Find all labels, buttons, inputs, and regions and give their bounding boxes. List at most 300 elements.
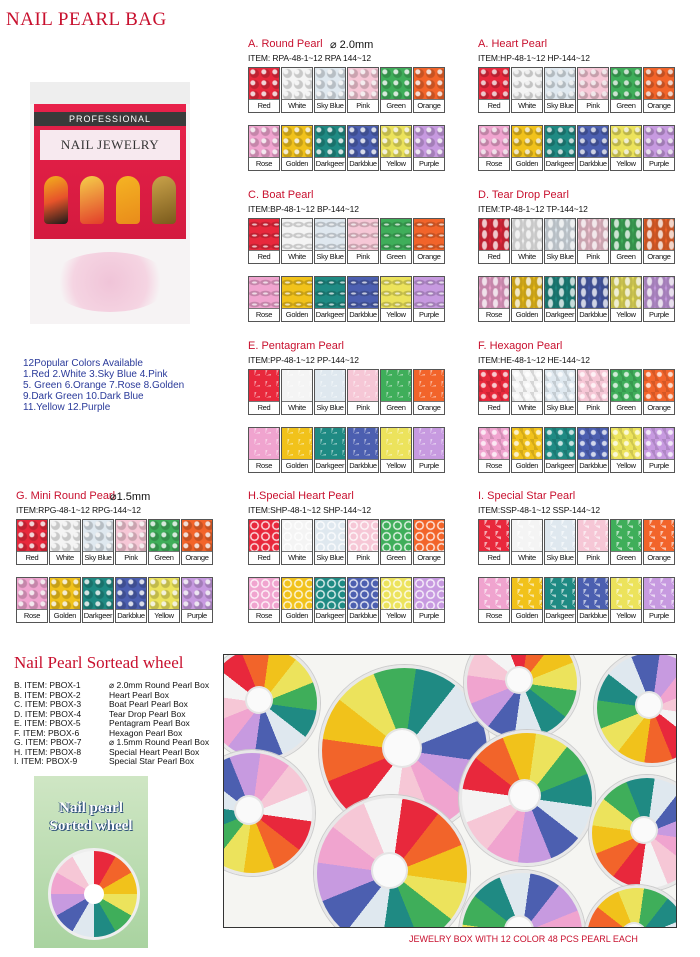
swatch-label: Rose	[249, 459, 279, 472]
swatch-label: Red	[17, 551, 47, 564]
color-swatch	[577, 369, 609, 415]
swatch-label: Golden	[512, 308, 542, 321]
swatch-image	[512, 520, 542, 554]
swatch-row	[248, 218, 446, 264]
swatch-image	[282, 520, 312, 554]
section-title: D. Tear Drop Pearl	[478, 189, 569, 201]
swatch-row	[248, 276, 446, 322]
color-swatch	[544, 427, 576, 473]
swatch-image	[315, 578, 345, 612]
section-item-codes: ITEM:HE-48-1~12 HE-144~12	[478, 355, 590, 365]
pearl-wheel	[459, 730, 595, 866]
swatch-label: Yellow	[381, 609, 411, 622]
color-swatch	[544, 67, 576, 113]
color-swatch	[413, 218, 445, 264]
swatch-image	[348, 277, 378, 311]
color-swatch	[281, 276, 313, 322]
photo-caption: JEWELRY BOX WITH 12 COLOR 48 PCS PEARL EACH	[409, 934, 638, 944]
swatch-label: Orange	[644, 99, 674, 112]
color-swatch	[380, 519, 412, 565]
swatch-image	[512, 68, 542, 102]
swatch-row	[478, 369, 676, 415]
color-swatch	[248, 369, 280, 415]
swatch-image	[381, 126, 411, 160]
swatch-label: Sky Blue	[546, 553, 574, 562]
pbox-desc: ⌀ 2.0mm Round Pearl Box	[109, 680, 210, 690]
swatch-label: Orange	[644, 401, 674, 414]
swatch-label: Sky Blue	[546, 403, 574, 412]
swatch-image	[348, 578, 378, 612]
swatch-image	[479, 126, 509, 160]
swatch-label: Darkblue	[579, 159, 607, 168]
color-swatch	[577, 125, 609, 171]
wheel-hub	[384, 730, 420, 766]
swatch-image	[644, 277, 674, 311]
swatch-label: Darkblue	[349, 611, 377, 620]
color-swatch	[181, 577, 213, 623]
sorted-wheel-package	[34, 776, 148, 948]
swatch-label: Golden	[512, 459, 542, 472]
color-swatch	[314, 125, 346, 171]
pbox-code: H. ITEM: PBOX-8	[14, 746, 82, 757]
swatch-label: Red	[479, 401, 509, 414]
color-swatch	[643, 577, 675, 623]
swatch-label: Purple	[644, 308, 674, 321]
swatch-label: Purple	[414, 308, 444, 321]
section-size: ⌀ 2.0mm	[330, 39, 374, 51]
section-title: A. Round Pearl	[248, 38, 323, 50]
pbox-item	[14, 747, 199, 757]
color-swatch	[281, 218, 313, 264]
swatch-image	[282, 370, 312, 404]
color-swatch	[380, 276, 412, 322]
wheel-hub	[510, 781, 539, 810]
color-swatch	[544, 577, 576, 623]
swatch-label: Darkgeer	[545, 159, 575, 168]
package-band: PROFESSIONAL	[34, 112, 186, 126]
color-swatch	[643, 125, 675, 171]
swatch-image	[512, 428, 542, 462]
pbox-item	[14, 728, 182, 738]
swatch-image	[50, 578, 80, 612]
swatch-image	[282, 277, 312, 311]
swatch-label: Darkblue	[117, 611, 145, 620]
color-swatch	[610, 427, 642, 473]
swatch-label: Green	[611, 551, 641, 564]
swatch-label: Purple	[414, 459, 444, 472]
color-swatch	[347, 519, 379, 565]
color-swatch	[577, 276, 609, 322]
pbox-item	[14, 680, 209, 690]
swatch-label: Red	[249, 551, 279, 564]
swatch-label: Yellow	[381, 459, 411, 472]
color-swatch	[413, 369, 445, 415]
swatch-image	[578, 370, 608, 404]
swatch-row	[478, 67, 676, 113]
swatch-image	[611, 428, 641, 462]
swatch-label: Orange	[644, 551, 674, 564]
swatch-image	[611, 126, 641, 160]
page-title: NAIL PEARL BAG	[6, 9, 167, 30]
color-swatch	[511, 577, 543, 623]
swatch-label: Sky Blue	[546, 101, 574, 110]
color-swatch	[478, 369, 510, 415]
swatch-image	[348, 428, 378, 462]
color-swatch	[314, 276, 346, 322]
swatch-image	[381, 277, 411, 311]
color-swatch	[347, 369, 379, 415]
swatch-label: Darkgeer	[315, 159, 345, 168]
pbox-code: G. ITEM: PBOX-7	[14, 737, 82, 747]
swatch-label: Orange	[644, 250, 674, 263]
pbox-desc: Pentagram Pearl Box	[109, 718, 190, 728]
pbox-desc: Special Heart Pearl Box	[109, 746, 200, 757]
color-swatch	[511, 369, 543, 415]
colors-note-line: 5. Green 6.Orange 7.Rose 8.Golden	[23, 380, 185, 391]
swatch-label: Purple	[644, 157, 674, 170]
swatch-image	[545, 578, 575, 612]
swatch-image	[512, 126, 542, 160]
pearl-wheel	[594, 654, 677, 766]
swatch-image	[282, 578, 312, 612]
swatch-image	[149, 578, 179, 612]
colors-note-line: 9.Dark Green 10.Dark Blue	[23, 391, 144, 402]
swatch-label: Pink	[578, 250, 608, 263]
nail-art-4	[152, 176, 176, 224]
pbox-desc: ⌀ 1.5mm Round Pearl Box	[109, 737, 210, 747]
section-item-codes: ITEM:HP-48-1~12 HP-144~12	[478, 53, 590, 63]
swatch-image	[348, 219, 378, 253]
swatch-image	[381, 428, 411, 462]
pbox-code: I. ITEM: PBOX-9	[14, 756, 78, 766]
swatch-image	[479, 68, 509, 102]
swatch-image	[249, 126, 279, 160]
wheel-hub	[506, 917, 532, 928]
swatch-label: Sky Blue	[316, 403, 344, 412]
swatch-label: Red	[479, 250, 509, 263]
swatch-image	[249, 68, 279, 102]
color-swatch	[643, 427, 675, 473]
swatch-label: Red	[249, 250, 279, 263]
color-swatch	[347, 577, 379, 623]
swatch-image	[512, 578, 542, 612]
color-swatch	[314, 218, 346, 264]
swatch-label: Pink	[348, 551, 378, 564]
color-swatch	[643, 218, 675, 264]
swatch-image	[414, 578, 444, 612]
swatch-image	[512, 277, 542, 311]
swatch-image	[644, 370, 674, 404]
swatch-image	[282, 428, 312, 462]
color-swatch	[16, 519, 48, 565]
color-swatch	[643, 276, 675, 322]
swatch-image	[611, 68, 641, 102]
swatch-image	[578, 520, 608, 554]
color-swatch	[544, 125, 576, 171]
color-swatch	[281, 519, 313, 565]
color-swatch	[577, 218, 609, 264]
pbox-item	[14, 699, 188, 709]
section-size: ⌀1.5mm	[110, 491, 151, 503]
color-swatch	[478, 519, 510, 565]
pearl-wheel	[223, 750, 315, 876]
swatch-row	[478, 276, 676, 322]
swatch-image	[348, 520, 378, 554]
swatch-label: Green	[381, 551, 411, 564]
swatch-label: Darkblue	[349, 310, 377, 319]
swatch-image	[611, 578, 641, 612]
swatch-label: Purple	[182, 609, 212, 622]
swatch-image	[512, 370, 542, 404]
swatch-image	[348, 68, 378, 102]
swatch-image	[479, 277, 509, 311]
swatch-row	[478, 577, 676, 623]
swatch-label: Yellow	[149, 609, 179, 622]
swatch-image	[545, 520, 575, 554]
color-swatch	[281, 369, 313, 415]
color-swatch	[49, 577, 81, 623]
color-swatch	[413, 519, 445, 565]
swatch-image	[611, 520, 641, 554]
swatch-label: Yellow	[611, 609, 641, 622]
colors-note	[23, 358, 184, 413]
color-swatch	[314, 427, 346, 473]
swatch-row	[478, 125, 676, 171]
color-swatch	[281, 427, 313, 473]
swatch-label: Orange	[414, 250, 444, 263]
wheel-hub	[623, 924, 645, 928]
swatch-label: White	[282, 551, 312, 564]
pbox-desc: Boat Pearl Pearl Box	[109, 699, 188, 709]
swatch-image	[414, 277, 444, 311]
swatch-row	[16, 519, 214, 565]
pink-pearls-pile	[50, 252, 170, 312]
color-swatch	[544, 276, 576, 322]
swatch-image	[282, 68, 312, 102]
swatch-label: Green	[381, 250, 411, 263]
wheel-hub	[632, 818, 656, 842]
swatch-row	[248, 519, 446, 565]
swatch-image	[479, 370, 509, 404]
swatch-image	[116, 520, 146, 554]
swatch-image	[611, 277, 641, 311]
swatch-image	[83, 520, 113, 554]
swatch-label: Pink	[348, 401, 378, 414]
wheel-hub	[507, 668, 531, 692]
color-swatch	[413, 67, 445, 113]
color-swatch	[281, 125, 313, 171]
swatch-image	[414, 126, 444, 160]
swatch-label: Rose	[479, 609, 509, 622]
color-swatch	[511, 427, 543, 473]
color-swatch	[511, 67, 543, 113]
swatch-label: White	[282, 250, 312, 263]
pbox-code: E. ITEM: PBOX-5	[14, 718, 81, 728]
swatch-label: Darkgeer	[315, 310, 345, 319]
swatch-label: Rose	[479, 459, 509, 472]
swatch-image	[414, 520, 444, 554]
swatch-image	[381, 370, 411, 404]
swatch-image	[381, 578, 411, 612]
pearl-wheel	[589, 775, 677, 891]
swatch-label: Darkgeer	[545, 310, 575, 319]
swatch-label: Orange	[414, 99, 444, 112]
swatch-image	[414, 219, 444, 253]
wheel-hub	[236, 797, 262, 823]
pbox-code: C. ITEM: PBOX-3	[14, 699, 82, 709]
swatch-image	[578, 126, 608, 160]
swatch-image	[249, 219, 279, 253]
color-swatch	[413, 577, 445, 623]
color-swatch	[248, 67, 280, 113]
swatch-image	[249, 520, 279, 554]
swatch-label: Darkblue	[349, 159, 377, 168]
swatch-label: Pink	[348, 250, 378, 263]
swatch-image	[479, 578, 509, 612]
swatch-label: White	[282, 99, 312, 112]
swatch-image	[578, 428, 608, 462]
colors-note-title: 12Popular Colors Available	[23, 358, 143, 369]
pbox-item	[14, 737, 209, 747]
swatch-label: Golden	[50, 609, 80, 622]
color-swatch	[544, 369, 576, 415]
wheel-section-title: Nail Pearl Sortead wheel	[14, 653, 184, 672]
section-item-codes: ITEM:TP-48-1~12 TP-144~12	[478, 204, 588, 214]
color-swatch	[511, 276, 543, 322]
color-swatch	[115, 519, 147, 565]
swatch-image	[282, 126, 312, 160]
swatch-label: Pink	[348, 99, 378, 112]
swatch-label: Purple	[644, 609, 674, 622]
swatch-image	[545, 370, 575, 404]
color-swatch	[643, 67, 675, 113]
swatch-label: Yellow	[611, 459, 641, 472]
color-swatch	[314, 369, 346, 415]
swatch-image	[182, 520, 212, 554]
color-swatch	[511, 125, 543, 171]
pbox-code: B. ITEM: PBOX-2	[14, 689, 81, 700]
swatch-image	[578, 68, 608, 102]
swatch-label: White	[512, 551, 542, 564]
swatch-label: Darkblue	[579, 611, 607, 620]
swatch-image	[249, 428, 279, 462]
swatch-label: Yellow	[381, 308, 411, 321]
swatch-label: Orange	[414, 401, 444, 414]
swatch-label: Green	[611, 250, 641, 263]
color-swatch	[643, 369, 675, 415]
swatch-label: Pink	[578, 99, 608, 112]
swatch-label: Darkgeer	[315, 461, 345, 470]
swatch-label: Red	[249, 401, 279, 414]
color-swatch	[314, 67, 346, 113]
swatch-row	[248, 125, 446, 171]
color-swatch	[610, 67, 642, 113]
color-swatch	[347, 218, 379, 264]
nail-art-2	[80, 176, 104, 224]
swatch-image	[578, 219, 608, 253]
color-swatch	[380, 125, 412, 171]
swatch-label: Sky Blue	[316, 553, 344, 562]
swatch-label: White	[512, 250, 542, 263]
swatch-image	[315, 428, 345, 462]
swatch-label: Rose	[249, 157, 279, 170]
swatch-row	[248, 427, 446, 473]
swatch-row	[478, 519, 676, 565]
color-swatch	[610, 125, 642, 171]
color-swatch	[16, 577, 48, 623]
box-title-line-1: Nail pearl	[59, 800, 123, 816]
color-swatch	[610, 218, 642, 264]
swatch-image	[414, 68, 444, 102]
color-swatch	[544, 519, 576, 565]
color-swatch	[380, 218, 412, 264]
color-swatch	[478, 125, 510, 171]
section-title: H.Special Heart Pearl	[248, 490, 354, 502]
swatch-label: Purple	[414, 609, 444, 622]
swatch-image	[644, 126, 674, 160]
swatch-image	[545, 68, 575, 102]
color-swatch	[248, 577, 280, 623]
color-swatch	[511, 218, 543, 264]
section-title: E. Pentagram Pearl	[248, 340, 344, 352]
section-title: I. Special Star Pearl	[478, 490, 576, 502]
swatch-image	[479, 219, 509, 253]
swatch-image	[644, 428, 674, 462]
section-title: F. Hexagon Pearl	[478, 340, 563, 352]
swatch-label: Sky Blue	[316, 252, 344, 261]
swatch-label: White	[512, 401, 542, 414]
swatch-label: Orange	[182, 551, 212, 564]
color-swatch	[248, 519, 280, 565]
color-swatch	[248, 125, 280, 171]
color-swatch	[478, 577, 510, 623]
swatch-image	[381, 68, 411, 102]
swatch-image	[414, 428, 444, 462]
color-swatch	[347, 276, 379, 322]
color-swatch	[478, 276, 510, 322]
color-swatch	[380, 369, 412, 415]
swatch-image	[381, 219, 411, 253]
swatch-image	[644, 68, 674, 102]
swatch-label: Sky Blue	[546, 252, 574, 261]
swatch-image	[249, 277, 279, 311]
pbox-code: F. ITEM: PBOX-6	[14, 727, 80, 738]
pearl-wheels-photo	[223, 654, 677, 928]
swatch-image	[182, 578, 212, 612]
color-swatch	[577, 67, 609, 113]
swatch-label: Yellow	[611, 308, 641, 321]
swatch-image	[644, 219, 674, 253]
swatch-image	[17, 578, 47, 612]
color-swatch	[380, 577, 412, 623]
nail-art-3	[116, 176, 140, 224]
color-swatch	[314, 519, 346, 565]
swatch-label: Golden	[512, 609, 542, 622]
swatch-label: Pink	[578, 551, 608, 564]
color-swatch	[610, 577, 642, 623]
section-item-codes: ITEM: RPA-48-1~12 RPA 144~12	[248, 53, 372, 63]
section-title: C. Boat Pearl	[248, 189, 314, 201]
color-swatch	[643, 519, 675, 565]
color-swatch	[82, 577, 114, 623]
wheel-box-image	[48, 848, 140, 940]
pbox-item	[14, 718, 190, 728]
swatch-row	[478, 218, 676, 264]
swatch-label: Green	[381, 401, 411, 414]
swatch-label: Rose	[17, 609, 47, 622]
pbox-code: D. ITEM: PBOX-4	[14, 708, 82, 719]
color-swatch	[577, 519, 609, 565]
